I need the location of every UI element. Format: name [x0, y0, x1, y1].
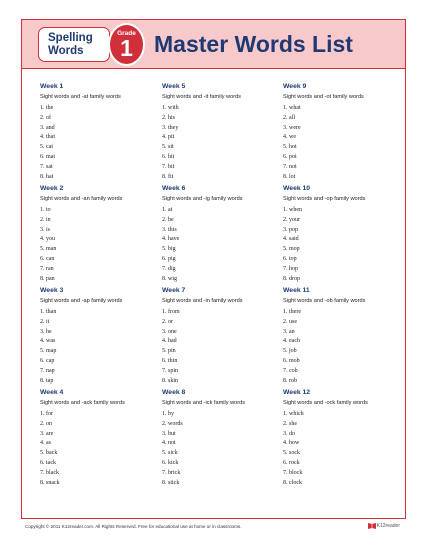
word-item: 5. mop [283, 246, 300, 253]
spelling-words-badge [38, 27, 110, 62]
week-block [283, 185, 401, 284]
week-title: Week 6 [162, 185, 186, 192]
grade-label: Grade [117, 30, 136, 37]
word-item: 8. hat [40, 173, 54, 180]
word-item: 4. have [162, 236, 180, 243]
word-item: 2. on [40, 420, 52, 427]
word-item: 7. nap [40, 367, 55, 374]
word-item: 7. ran [40, 265, 54, 272]
word-item: 4. that [40, 134, 55, 141]
word-item: 5. sit [162, 144, 174, 151]
word-item: 1. there [283, 309, 301, 315]
week-title: Week 12 [283, 389, 311, 396]
word-item: 6. tack [40, 459, 56, 466]
word-item: 3. an [283, 328, 295, 335]
word-item: 6. rock [283, 459, 300, 466]
word-item: 5. map [40, 348, 57, 355]
week-title: Week 5 [162, 83, 186, 90]
week-subtitle: Sight words and -in family words [162, 298, 243, 304]
word-item: 4. as [40, 440, 51, 447]
week-title: Week 10 [283, 185, 311, 192]
word-item: 4. we [283, 134, 296, 141]
word-item: 6. pot [283, 153, 297, 160]
word-item: 6. kick [162, 459, 179, 466]
word-item: 6. mob [283, 357, 300, 364]
word-item: 5. job [283, 348, 297, 355]
word-item: 3. but [162, 430, 176, 437]
weeks-grid [40, 83, 400, 503]
week-title: Week 8 [162, 389, 186, 396]
word-item: 8. lot [283, 173, 296, 180]
word-item: 1. by [162, 411, 174, 417]
word-item: 7. dig [162, 265, 176, 272]
word-item: 3. they [162, 124, 179, 131]
word-item: 6. pig [162, 255, 176, 262]
word-item: 8. drop [283, 275, 300, 282]
word-item: 2. of [40, 114, 51, 121]
word-item: 8. clock [283, 479, 302, 486]
word-item: 6. cap [40, 357, 55, 364]
word-item: 7. not [283, 163, 297, 170]
word-item: 7. sat [40, 163, 53, 170]
week-block [283, 389, 401, 488]
word-item: 2. in [40, 216, 51, 223]
word-item: 2. your [283, 216, 300, 223]
word-item: 1. which [283, 411, 304, 417]
week-block [162, 185, 280, 284]
word-item: 8. wig [162, 275, 177, 282]
word-item: 4. was [40, 338, 56, 345]
word-item: 7. block [283, 469, 303, 476]
badge-line-2: Words [48, 45, 84, 57]
word-item: 2. be [162, 216, 174, 223]
word-item: 3. is [40, 226, 51, 233]
word-item: 1. for [40, 411, 53, 417]
word-item: 1. what [283, 105, 301, 111]
word-item: 6. top [283, 255, 297, 262]
word-item: 2. she [283, 420, 297, 427]
word-item: 3. are [40, 430, 54, 437]
word-item: 4. pit [162, 134, 175, 141]
word-item: 3. pop [283, 226, 298, 233]
word-item: 8. pan [40, 275, 55, 282]
week-block [40, 83, 158, 182]
page-title: Master Words List [154, 31, 353, 57]
week-title: Week 2 [40, 185, 64, 192]
word-item: 4. said [283, 236, 299, 243]
week-title: Week 4 [40, 389, 64, 396]
grade-number: 1 [120, 35, 133, 61]
week-subtitle: Sight words and -ock family words [283, 400, 368, 406]
word-item: 1. at [162, 207, 173, 213]
week-subtitle: Sight words and -ack family words [40, 400, 125, 406]
header-band [22, 20, 405, 69]
word-item: 1. from [162, 309, 180, 315]
logo-text: K12reader [376, 522, 400, 529]
word-item: 1. the [40, 105, 54, 111]
word-item: 3. were [283, 124, 301, 131]
word-item: 7. cob [283, 367, 298, 374]
word-item: 3. and [40, 124, 55, 131]
week-subtitle: Sight words and -at family words [40, 94, 121, 100]
week-block [40, 389, 158, 488]
word-item: 6. hit [162, 153, 175, 160]
word-item: 5. sick [162, 450, 178, 457]
week-block [40, 287, 158, 386]
word-item: 7. black [40, 469, 59, 476]
k12reader-logo [368, 522, 400, 529]
word-item: 3. one [162, 328, 177, 335]
word-item: 2. words [162, 420, 183, 427]
word-item: 7. bit [162, 163, 175, 170]
word-item: 4. each [283, 338, 300, 345]
word-item: 4. you [40, 236, 55, 243]
copyright-text: Copyright © 2011 K12reader.com. All Rights Reserved. Free for educational use at home or in classrooms. [25, 524, 242, 529]
word-item: 4. had [162, 338, 177, 345]
word-item: 6. mat [40, 153, 55, 160]
week-subtitle: Sight words and -an family words [40, 196, 123, 202]
word-item: 7. hop [283, 265, 298, 272]
grade-circle [108, 23, 145, 66]
week-title: Week 3 [40, 287, 64, 294]
word-item: 1. to [40, 207, 51, 213]
word-item: 3. he [40, 328, 52, 335]
week-subtitle: Sight words and -ob family words [283, 298, 366, 304]
week-block [162, 83, 280, 182]
word-item: 2. it [40, 318, 50, 325]
word-item: 8. stick [162, 479, 180, 486]
week-subtitle: Sight words and -op family words [283, 196, 366, 202]
week-block [283, 83, 401, 182]
word-item: 5. sock [283, 450, 300, 457]
word-item: 5. hot [283, 144, 297, 151]
week-block [162, 389, 280, 488]
week-subtitle: Sight words and -ap family words [40, 298, 123, 304]
word-item: 3. this [162, 226, 177, 233]
word-item: 4. how [283, 440, 300, 447]
week-subtitle: Sight words and -ig family words [162, 196, 243, 202]
week-subtitle: Sight words and -it family words [162, 94, 241, 100]
word-item: 8. skin [162, 377, 179, 384]
word-item: 8. snack [40, 479, 60, 486]
word-item: 6. can [40, 255, 55, 262]
word-item: 7. brick [162, 469, 181, 476]
week-title: Week 7 [162, 287, 186, 294]
book-icon [368, 522, 376, 529]
word-item: 7. spin [162, 367, 179, 374]
word-item: 5. back [40, 450, 58, 457]
week-block [283, 287, 401, 386]
word-item: 2. or [162, 318, 173, 325]
word-item: 8. fit [162, 173, 174, 180]
word-item: 5. pin [162, 348, 176, 355]
week-subtitle: Sight words and -ot family words [283, 94, 364, 100]
word-item: 4. not [162, 440, 176, 447]
week-block [40, 185, 158, 284]
word-item: 5. cat [40, 144, 53, 151]
week-title: Week 9 [283, 83, 307, 90]
word-item: 1. when [283, 207, 302, 213]
word-item: 1. than [40, 309, 57, 315]
week-title: Week 11 [283, 287, 310, 294]
week-subtitle: Sight words and -ick family words [162, 400, 246, 406]
word-item: 1. with [162, 105, 179, 111]
word-item: 2. use [283, 318, 297, 325]
word-item: 2. his [162, 114, 176, 121]
word-item: 5. man [40, 246, 57, 253]
worksheet-frame [21, 19, 406, 519]
badge-line-1: Spelling [48, 32, 93, 44]
word-item: 8. rob [283, 377, 297, 384]
word-item: 6. thin [162, 357, 178, 364]
footer [21, 520, 406, 534]
word-item: 8. tap [40, 377, 54, 384]
week-block [162, 287, 280, 386]
word-item: 3. do [283, 430, 295, 437]
word-item: 5. big [162, 246, 176, 253]
week-title: Week 1 [40, 83, 64, 90]
word-item: 2. all [283, 114, 295, 121]
